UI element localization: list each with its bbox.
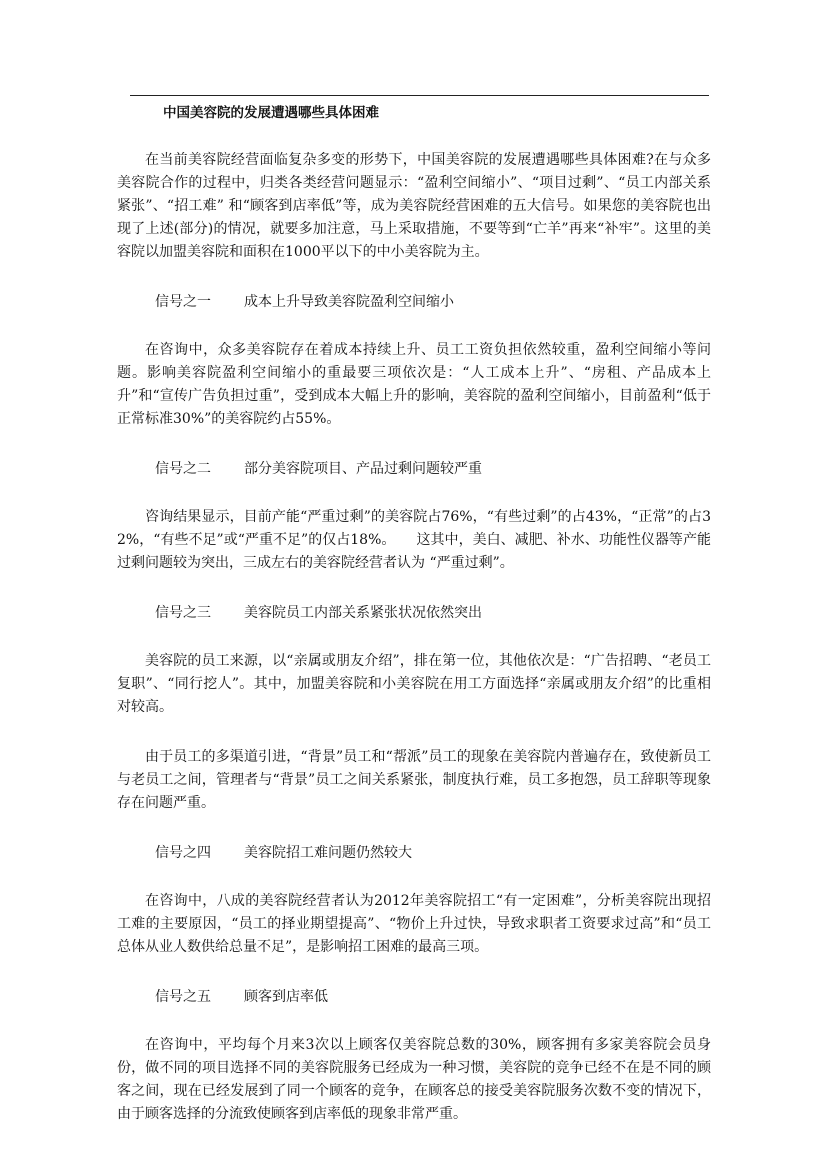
intro-paragraph: 在当前美容院经营面临复杂多变的形势下，中国美容院的发展遭遇哪些具体困难?在与众多美容院合作的过程中，归类各类经营问题显示：“盈利空间缩小”、“项目过剩”、“员工内部关系紧张”、“招工难” 和“顾客到店率低”等，成为美容院经营困难的五大信号。如果您的美容院也出现了上述(部分)的情况，就要多加注意，马上采取措施，不要等到“亡羊”再来“补牢”。这里的美容院以加盟美容院和面积在1000平以下的中小美容院为主。: [117, 152, 711, 260]
header-rule: [130, 95, 709, 96]
signal-heading-4: [117, 843, 711, 863]
signal-number: 信号之一: [155, 294, 211, 310]
signal-4-paragraph-1: 在咨询中，八成的美容院经营者认为2012年美容院招工“有一定困难”，分析美容院出现招工难的主要原因，“员工的择业期望提高”、“物价上升过快，导致求职者工资要求过高”和“员工总体从业人数供给总量不足”，是影响招工困难的最高三项。: [117, 893, 711, 955]
signal-heading-3: [117, 603, 711, 623]
signal-number: 信号之三: [155, 605, 211, 621]
signal-heading-5: [117, 987, 711, 1007]
signal-number: 信号之五: [155, 989, 211, 1005]
signal-heading-2: [117, 459, 711, 479]
signal-title: 部分美容院项目、产品过剩问题较严重: [244, 461, 482, 477]
document-title: 中国美容院的发展遭遇哪些具体困难: [163, 105, 379, 121]
signal-number: 信号之四: [155, 845, 211, 861]
document-body: [117, 104, 711, 1126]
signal-title: 成本上升导致美容院盈利空间缩小: [244, 294, 454, 310]
signal-2-paragraph-1: 咨询结果显示，目前产能“严重过剩”的美容院占76%，“有些过剩”的占43%，“正常”的占32%，“有些不足”或“严重不足”的仅占18%。 这其中，美白、减肥、补水、功能性仪器等产能过剩问题较为突出，三成左右的美容院经营者认为 “严重过剩”。: [117, 509, 711, 571]
signal-title: 美容院员工内部关系紧张状况依然突出: [244, 605, 482, 621]
signal-title: 美容院招工难问题仍然较大: [244, 845, 412, 861]
signal-1-paragraph-1: 在咨询中，众多美容院存在着成本持续上升、员工工资负担依然较重，盈利空间缩小等问题。影响美容院盈利空间缩小的重最要三项依次是：“人工成本上升”、“房租、产品成本上升”和“宣传广告负担过重”，受到成本大幅上升的影响，美容院的盈利空间缩小，目前盈利“低于正常标准30%”的美容院约占55%。: [117, 342, 711, 427]
signal-heading-1: [117, 292, 711, 312]
signal-3-paragraph-2: 由于员工的多渠道引进，“背景”员工和“帮派”员工的现象在美容院内普遍存在，致使新员工与老员工之间，管理者与“背景”员工之间关系紧张，制度执行难，员工多抱怨，员工辞职等现象存在问题严重。: [117, 749, 711, 811]
signal-3-paragraph-1: 美容院的员工来源，以“亲属或朋友介绍”，排在第一位，其他依次是：“广告招聘、“老员工复职”、“同行挖人”。其中，加盟美容院和小美容院在用工方面选择“亲属或朋友介绍”的比重相对较高。: [117, 653, 711, 715]
signal-number: 信号之二: [155, 461, 211, 477]
signal-5-paragraph-1: 在咨询中，平均每个月来3次以上顾客仅美容院总数的30%，顾客拥有多家美容院会员身份，做不同的项目选择不同的美容院服务已经成为一种习惯，美容院的竞争已经不在是不同的顾客之间，现在已经发展到了同一个顾客的竞争，在顾客总的接受美容院服务次数不变的情况下，由于顾客选择的分流致使顾客到店率低的现象非常严重。: [117, 1037, 711, 1122]
signal-title: 顾客到店率低: [244, 989, 328, 1005]
